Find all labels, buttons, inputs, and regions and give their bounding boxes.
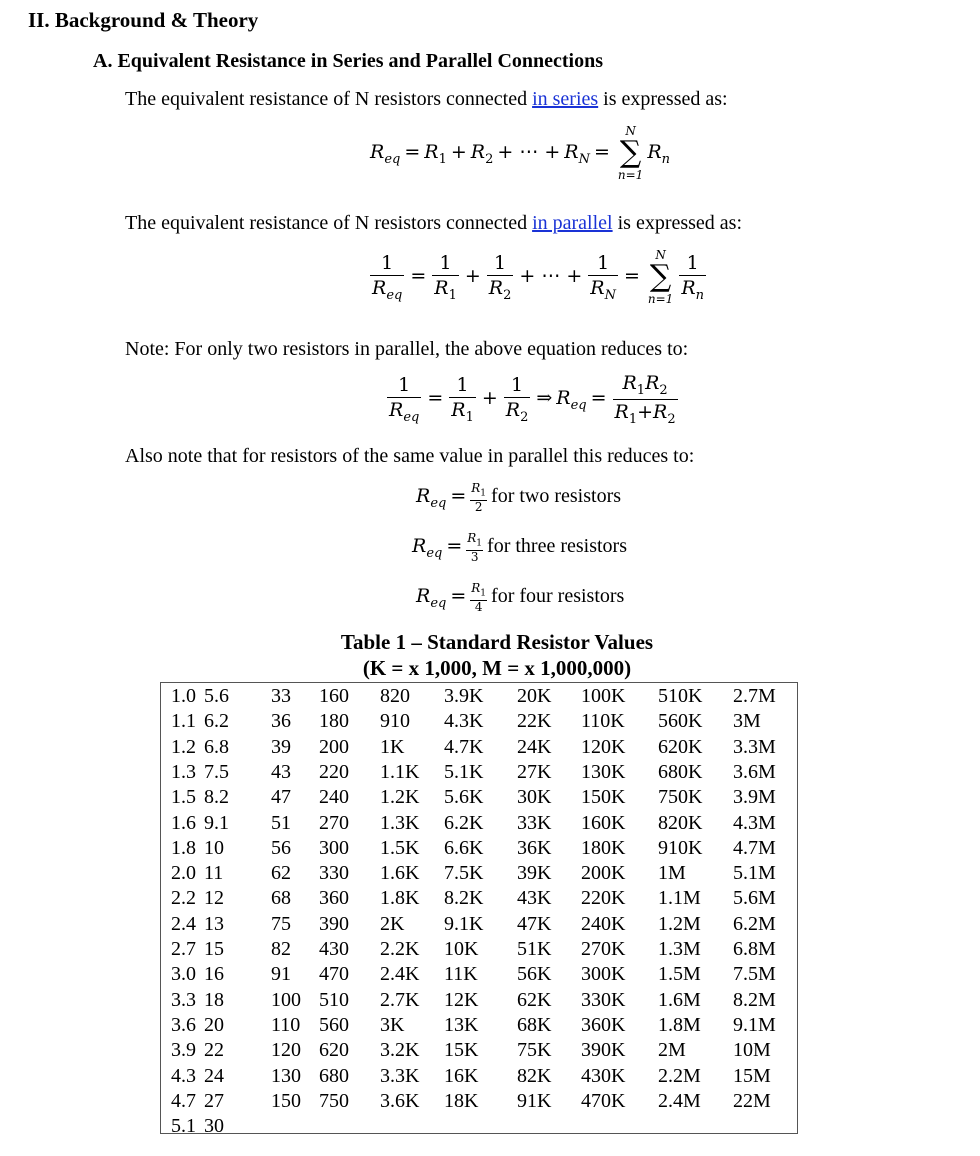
table-cell: 1.1M (658, 887, 701, 910)
table-cell: 1.2K (380, 786, 420, 809)
table-cell: 3M (733, 710, 761, 733)
table-cell: 120K (581, 735, 626, 758)
table-cell: 33 (271, 685, 291, 707)
same-value-two: $R_{eq}$ = $\frac{R_1}{2}$ for two resistors (416, 481, 622, 515)
table-cell: 47 (271, 786, 291, 809)
parallel-equation: $\frac{1}{R_{eq}}$ = $\frac{1}{R_1}$ + $\frac{1}{R_2}$ + ⋯ + $\frac{1}{R_N}$ = N ∑ n=1 $\frac{1}{R_n}$ (372, 248, 705, 306)
table-cell: 5.6K (444, 786, 484, 809)
table-cell: 13 (204, 912, 224, 935)
table-cell: 4.7K (444, 735, 484, 758)
table-cell: 1.3 (171, 760, 196, 783)
table-cell: 4.3 (171, 1064, 196, 1087)
table-cell: 16K (444, 1064, 479, 1087)
table-cell: 13K (444, 1013, 479, 1036)
in-series-link[interactable]: in series (532, 88, 599, 110)
table-cell: 7.5M (733, 963, 776, 986)
table-cell: 300 (319, 836, 349, 859)
table-cell: 130K (581, 760, 626, 783)
table-cell: 11K (444, 963, 478, 986)
table-cell: 330K (581, 988, 626, 1011)
table-cell: 130 (271, 1064, 301, 1087)
table-cell: 7.5K (444, 862, 484, 885)
table-cell: 91 (271, 963, 291, 986)
table-cell: 1.8K (380, 887, 420, 910)
table-cell: 1.5 (171, 786, 196, 809)
table-cell: 56K (517, 963, 552, 986)
table-cell: 300K (581, 963, 626, 986)
table-cell: 470K (581, 1089, 626, 1112)
parallel-text-after: is expressed as: (612, 212, 743, 234)
table-cell: 24K (517, 735, 552, 758)
table-cell: 120 (271, 1039, 301, 1062)
table-cell: 8.2K (444, 887, 484, 910)
table-cell: 12K (444, 988, 479, 1011)
table-cell: 1.6M (658, 988, 701, 1011)
table-cell: 62K (517, 988, 552, 1011)
table-cell: 20 (204, 1013, 224, 1036)
table-cell: 39 (271, 735, 291, 758)
same-value-two-label: for two resistors (491, 484, 622, 507)
table-cell: 750K (658, 786, 703, 809)
table-cell: 1.6K (380, 862, 420, 885)
table-cell: 1.6 (171, 811, 196, 834)
table-cell: 5.6M (733, 887, 776, 910)
table-cell: 360K (581, 1013, 626, 1036)
same-value-three-label: for three resistors (487, 534, 627, 557)
table-cell: 2.7K (380, 988, 420, 1011)
table-cell: 10 (204, 836, 224, 859)
table-cell: 390 (319, 912, 349, 935)
table-cell: 18 (204, 988, 224, 1011)
table-cell: 82 (271, 938, 291, 960)
table-cell: 2.4M (658, 1089, 701, 1112)
same-value-four-label: for four resistors (491, 584, 625, 607)
table-cell: 470 (319, 963, 349, 986)
table-cell: 1.3K (380, 811, 420, 834)
section-heading: II. Background & Theory (28, 8, 259, 32)
same-value-four: $R_{eq}$ = $\frac{R_1}{4}$ for four resistors (416, 581, 625, 615)
table-cell: 3.9 (171, 1039, 196, 1062)
table-cell: 9.1K (444, 912, 484, 935)
table-cell: 11 (204, 862, 224, 885)
table-cell: 620 (319, 1039, 349, 1062)
table-cell: 910 (380, 710, 410, 733)
table-cell: 220 (319, 760, 349, 783)
series-paragraph (125, 88, 728, 111)
table-cell: 3.3K (380, 1064, 420, 1087)
table-cell: 43 (271, 760, 291, 783)
table-cell: 270 (319, 811, 349, 834)
table-cell: 430 (319, 938, 349, 960)
table-cell: 20K (517, 685, 552, 707)
same-value-three: $R_{eq}$ = $\frac{R_1}{3}$ for three resistors (412, 531, 627, 565)
table-cell: 430K (581, 1064, 626, 1087)
subsection-heading: A. Equivalent Resistance in Series and Parallel Connections (93, 50, 604, 72)
table-cell: 1.5M (658, 963, 701, 986)
table-cell: 43K (517, 887, 552, 910)
table-cell: 12 (204, 887, 224, 910)
table-cell: 1.8M (658, 1013, 701, 1036)
table-cell: 200K (581, 862, 626, 885)
table-cell: 15M (733, 1064, 771, 1087)
table-cell: 110 (271, 1013, 301, 1036)
table-cell: 3.9K (444, 685, 484, 707)
table-cell: 9.1 (204, 811, 229, 834)
table-cell: 2K (380, 912, 405, 935)
table-cell: 240 (319, 786, 349, 809)
table-cell: 620K (658, 735, 703, 758)
table-cell: 510 (319, 988, 349, 1011)
table-cell: 82K (517, 1064, 552, 1087)
table-cell: 56 (271, 836, 291, 859)
table-cell: 6.2M (733, 912, 776, 935)
table-cell: 220K (581, 887, 626, 910)
table-cell: 6.8M (733, 938, 776, 960)
table-cell: 68K (517, 1013, 552, 1036)
table-cell: 2.7 (171, 938, 196, 960)
table-cell: 4.3K (444, 710, 484, 733)
table-cell: 75K (517, 1039, 552, 1062)
also-note-paragraph: Also note that for resistors of the same value in parallel this reduces to: (125, 445, 695, 467)
table-cell: 910K (658, 836, 703, 859)
table-cell: 750 (319, 1089, 349, 1112)
table-cell: 62 (271, 862, 291, 885)
table-cell: 2.2 (171, 887, 196, 910)
table-cell: 2M (658, 1039, 686, 1062)
table-cell: 2.4 (171, 912, 196, 935)
table-cell: 75 (271, 912, 291, 935)
table-cell: 200 (319, 735, 349, 758)
table-cell: 6.2 (204, 710, 229, 733)
table-cell: 39K (517, 862, 552, 885)
table-cell: 1.2M (658, 912, 701, 935)
table-cell: 680K (658, 760, 703, 783)
table-cell: 2.2K (380, 938, 420, 960)
table-cell: 16 (204, 963, 224, 986)
table-cell: 1.2 (171, 735, 196, 758)
table-cell: 3.9M (733, 786, 776, 809)
table-cell: 110K (581, 710, 625, 733)
table-cell: 6.8 (204, 735, 229, 758)
table-cell: 680 (319, 1064, 349, 1087)
table-cell: 9.1M (733, 1013, 776, 1036)
table-cell: 15 (204, 938, 224, 960)
table-cell: 3.6K (380, 1089, 420, 1112)
table-cell: 1.3M (658, 938, 701, 960)
table-cell: 560K (658, 710, 703, 733)
table-cell: 820 (380, 685, 410, 707)
table-cell: 10M (733, 1039, 771, 1062)
note-paragraph: Note: For only two resistors in parallel, the above equation reduces to: (125, 338, 689, 360)
table-cell: 2.4K (380, 963, 420, 986)
table-subtitle: (K = x 1,000, M = x 1,000,000) (362, 656, 632, 680)
table-cell: 4.7M (733, 836, 776, 859)
table-cell: 2.2M (658, 1064, 701, 1087)
table-cell: 1M (658, 862, 686, 885)
table-cell: 360 (319, 887, 349, 910)
table-cell: 27 (204, 1089, 224, 1112)
table-cell: 3K (380, 1013, 405, 1036)
table-title: Table 1 – Standard Resistor Values (340, 630, 654, 654)
two-resistor-equation: $\frac{1}{R_{eq}}$ = $\frac{1}{R_1}$ + $\frac{1}{R_2}$ ⇒ $R_{eq}$ = $\frac{R_1R_2}{R_1+R_2}$ (389, 372, 676, 427)
table-cell: 5.1 (171, 1115, 196, 1138)
table-cell: 18K (444, 1089, 479, 1112)
table-cell: 22M (733, 1089, 771, 1112)
table-cell: 8.2 (204, 786, 229, 809)
table-cell: 160K (581, 811, 626, 834)
table-cell: 36K (517, 836, 552, 859)
table-cell: 2.7M (733, 685, 776, 707)
table-cell: 5.6 (204, 685, 229, 707)
table-cell: 3.6 (171, 1013, 196, 1036)
table-cell: 8.2M (733, 988, 776, 1011)
table-cell: 3.0 (171, 963, 196, 986)
table-cell: 22 (204, 1039, 224, 1062)
table-cell: 1K (380, 735, 405, 758)
table-cell: 1.1 (171, 710, 196, 733)
in-parallel-link[interactable]: in parallel (532, 212, 613, 234)
table-cell: 180K (581, 836, 626, 859)
table-cell: 1.1K (380, 760, 420, 783)
table-cell: 1.8 (171, 836, 196, 859)
table-cell: 1.5K (380, 836, 420, 859)
table-cell: 100K (581, 685, 626, 707)
parallel-paragraph (125, 212, 742, 235)
table-cell: 180 (319, 710, 349, 733)
series-text-after: is expressed as: (598, 88, 728, 110)
table-cell: 5.1M (733, 862, 776, 885)
parallel-text-before: The equivalent resistance of N resistors connected (125, 212, 533, 234)
table-cell: 390K (581, 1039, 626, 1062)
table-cell: 51K (517, 938, 552, 960)
table-cell: 30 (204, 1115, 224, 1138)
table-cell: 6.6K (444, 836, 484, 859)
table-cell: 100 (271, 988, 301, 1011)
table-cell: 22K (517, 710, 552, 733)
table-cell: 5.1K (444, 760, 484, 783)
table-cell: 240K (581, 912, 626, 935)
table-cell: 10K (444, 938, 479, 960)
table-cell: 3.3 (171, 988, 196, 1011)
table-cell: 150 (271, 1089, 301, 1112)
table-cell: 68 (271, 887, 291, 910)
table-cell: 560 (319, 1013, 349, 1036)
resistor-table (160, 682, 798, 1138)
table-cell: 4.3M (733, 811, 776, 834)
table-cell: 1.0 (171, 685, 196, 707)
table-cell: 27K (517, 760, 552, 783)
table-cell: 30K (517, 786, 552, 809)
table-cell: 36 (271, 710, 291, 733)
series-equation: $R_{eq} = R_1 + R_2$ + ⋯ + $R_N$ = N ∑ n=1 $R_n$ (370, 124, 671, 182)
table-cell: 24 (204, 1064, 224, 1087)
table-cell: 4.7 (171, 1089, 196, 1112)
table-cell: 7.5 (204, 760, 229, 783)
table-cell: 91K (517, 1089, 552, 1112)
table-cell: 3.3M (733, 735, 776, 758)
table-cell: 15K (444, 1039, 479, 1062)
table-cell: 6.2K (444, 811, 484, 834)
table-cell: 3.2K (380, 1039, 420, 1062)
table-cell: 330 (319, 862, 349, 885)
table-cell: 270K (581, 938, 626, 960)
table-cell: 820K (658, 811, 703, 834)
table-cell: 3.6M (733, 760, 776, 783)
table-cell: 150K (581, 786, 626, 809)
table-cell: 510K (658, 685, 703, 707)
table-cell: 160 (319, 685, 349, 707)
table-cell: 33K (517, 811, 552, 834)
table-cell: 47K (517, 912, 552, 935)
series-text-before: The equivalent resistance of N resistors connected (125, 88, 533, 110)
table-cell: 51 (271, 811, 291, 834)
table-cell: 2.0 (171, 862, 196, 885)
